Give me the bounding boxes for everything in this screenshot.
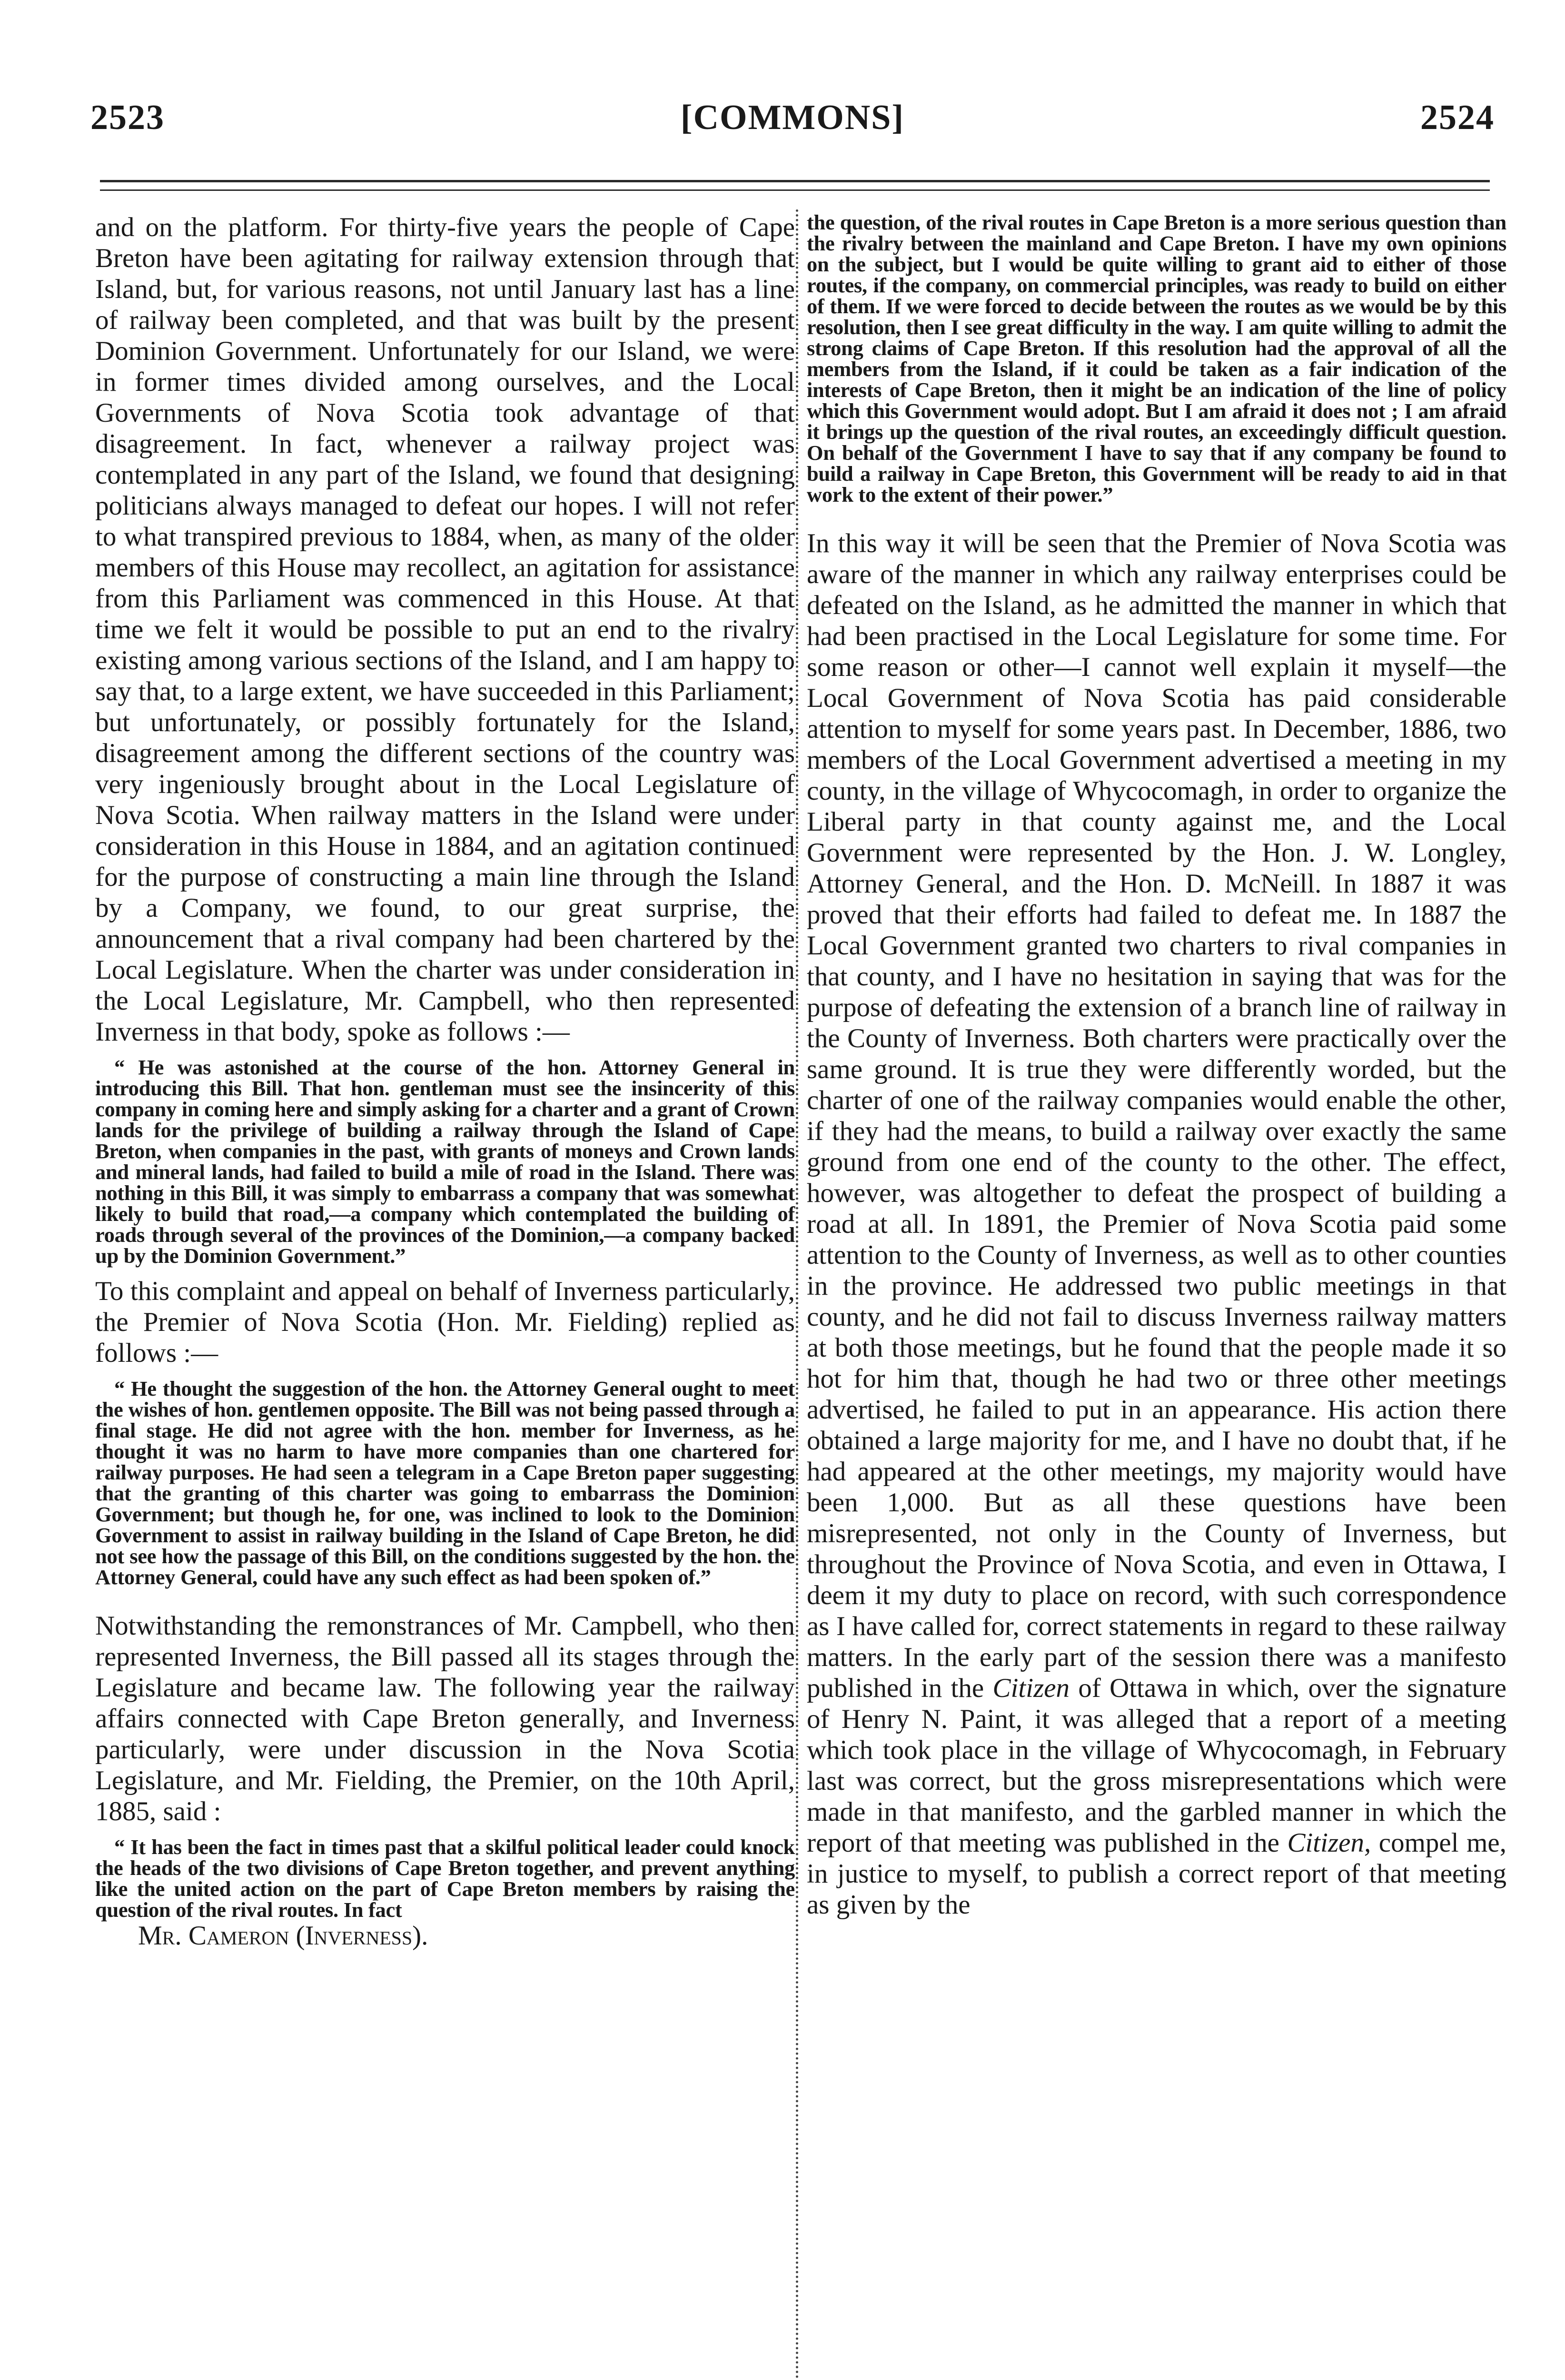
quotation: “ He was astonished at the course of the hon. Attorney General in introducing this Bill. That hon. gentleman must see the insincerity of this company in coming here and simply asking for a charter and a grant of Crown lands for the privilege of building a railway through the Island of Cape Breton, when companies in the past, with grants of moneys and Crown lands and mineral lands, had failed to build a mile of road in the Island. There was nothing in this Bill, it was simply to embarrass a company that was somewhat likely to build that road,—a company which contemplated the building of roads through several of the provinces of the Dominion,—a company backed up by the Dominion Government.” bbox=[95, 1055, 795, 1268]
page-header bbox=[90, 98, 1495, 145]
paragraph: and on the platform. For thirty-five years the people of Cape Breton have been agitating for railway extension through that Island, but, for various reasons, not until January last has a line of railway been completed, and that was built by the present Dominion Government. Unfortunately for our Island, we were in former times divided among ourselves, and the Local Governments of Nova Scotia took advantage of that disagreement. In fact, whenever a railway project was contemplated in any part of the Island, we found that designing politicians always managed to defeat our hopes. I will not refer to what transpired previous to 1884, when, as many of the older members of this House may recollect, an agitation for assistance from this Parliament was commenced in this House. At that time we felt it would be possible to put an end to the rivalry existing among various sections of the Island, and I am happy to say that, to a large extent, we have succeeded in this Parliament; but unfortunately, or possibly fortunately for the Island, disagreement among the different sections of the country was very ingeniously brought about in the Local Legislature of Nova Scotia. When railway matters in the Island were under consideration in this House in 1884, and an agitation continued for the purpose of constructing a main line through the Island by a Company, we found, to our great surprise, the announcement that a rival company had been chartered by the Local Legislature. When the charter was under consideration in the Local Legislature, Mr. Campbell, who then represented Inverness in that body, spoke as follows :— bbox=[95, 212, 795, 1047]
paragraph: In this way it will be seen that the Premier of Nova Scotia was aware of the manner in which any railway enterprises could be defeated on the Island, as he admitted the manner in which that had been practised in the Local Legislature for some time. For some reason or other—I cannot well explain it myself—the Local Government of Nova Scotia has paid considerable attention to myself for some years past. In December, 1886, two members of the Local Government advertised a meeting in my county, in the village of Whycocomagh, in order to organize the Liberal party in that county against me, and the Local Government were represented by the Hon. J. W. Longley, Attorney General, and the Hon. D. McNeill. In 1887 it was proved that their efforts had failed to defeat me. In 1887 the Local Government granted two charters to rival companies in that county, and I have no hesitation in saying that was for the purpose of defeating the extension of a branch line of railway in the County of Inverness. Both charters were practically over the same ground. It is true they were differently worded, but the charter of one of the railway companies would enable the other, if they had the means, to build a railway over exactly the same ground from one end of the county to the other. The effect, however, was altogether to defeat the prospect of building a road at all. In 1891, the Premier of Nova Scotia paid some attention to the County of Inverness, as well as to other counties in the province. He addressed two public meetings in that county, and he did not fail to discuss Inverness railway matters at both those meetings, but he found that the people made it so hot for him that, though he had two or three other meetings advertised, he failed to put in an appearance. His action there obtained a large majority for me, and I have no doubt that, if he had appeared at the other meetings, my majority would have been 1,000. But as all these questions have been misrepresented, not only in the County of Inverness, but throughout the Province of Nova Scotia, and even in Ottawa, I deem it my duty to place on record, with such correspondence as I have called for, correct statements in regard to these railway matters. In the early part of the session there was a manifesto published in the Citizen of Ottawa in which, over the signature of Henry N. Paint, it was alleged that a report of a meeting which took place in the village of Whycocomagh, in February last was correct, but the gross misrepresentations which were made in that manifesto, and the garbled manner in which the report of that meeting was published in the Citizen, compel me, in justice to myself, to publish a correct report of that meeting as given by the bbox=[807, 528, 1507, 1920]
paragraph: To this complaint and appeal on behalf of Inverness particularly, the Premier of Nova Scotia (Hon. Mr. Fielding) replied as follows :— bbox=[95, 1276, 795, 1368]
left-page-number: 2523 bbox=[90, 98, 165, 137]
paragraph: Notwithstanding the remonstrances of Mr. Campbell, who then represented Inverness, the Bill passed all its stages through the Legislature and became law. The following year the railway affairs connected with Cape Breton generally, and Inverness particularly, were under discussion in the Nova Scotia Legislature, and Mr. Fielding, the Premier, on the 10th April, 1885, said : bbox=[95, 1611, 795, 1826]
header-rule bbox=[100, 180, 1490, 182]
quotation: “ He thought the suggestion of the hon. the Attorney General ought to meet the wishes of hon. gentlemen opposite. The Bill was not being passed through a final stage. He did not agree with the hon. member for Inverness, as he thought it was no harm to have more companies than one chartered for railway purposes. He had seen a telegram in a Cape Breton paper suggesting that the granting of this charter was going to embarrass the Dominion Government; but though he, for one, was inclined to look to the Dominion Government to assist in railway building in the Island of Cape Breton, he did not see how the passage of this Bill, on the conditions suggested by the hon. the Attorney General, could have any such effect as had been spoken of.” bbox=[95, 1377, 795, 1589]
header-rule-thin bbox=[100, 189, 1490, 191]
right-column bbox=[807, 212, 1506, 1920]
left-column bbox=[95, 212, 795, 1951]
right-page-number: 2524 bbox=[1420, 98, 1495, 137]
running-title: [COMMONS] bbox=[680, 98, 905, 137]
speaker-footer: Mr. Cameron (Inverness). bbox=[138, 1921, 428, 1951]
newspaper-name: Citizen, bbox=[1287, 1828, 1371, 1858]
newspaper-name: Citizen bbox=[992, 1673, 1070, 1703]
column-divider bbox=[796, 209, 798, 2380]
quotation: “ It has been the fact in times past that a skilful political leader could knock the heads of the two divisions of Cape Breton together, and prevent anything like the united action on the part of Cape Breton members by raising the question of the rival routes. In fact bbox=[95, 1835, 795, 1922]
quotation: the question, of the rival routes in Cape Breton is a more serious question than the rivalry between the mainland and Cape Breton. I have my own opinions on the subject, but I would be quite willing to grant aid to either of those routes, if the company, on commercial principles, was ready to build on either of them. If we were forced to decide between the routes as we would be by this resolution, then I see great difficulty in the way. I am quite willing to admit the strong claims of Cape Breton. If this resolution had the approval of all the members from the Island, if it could be taken as a fair indication of the interests of Cape Breton, then it might be an indication of the line of policy which this Government would adopt. But I am afraid it does not ; I am afraid it brings up the question of the rival routes, an exceedingly difficult question. On behalf of the Government I have to say that if any company be found to build a railway in Cape Breton, this Government will be ready to aid in that work to the extent of their power.” bbox=[807, 210, 1506, 506]
